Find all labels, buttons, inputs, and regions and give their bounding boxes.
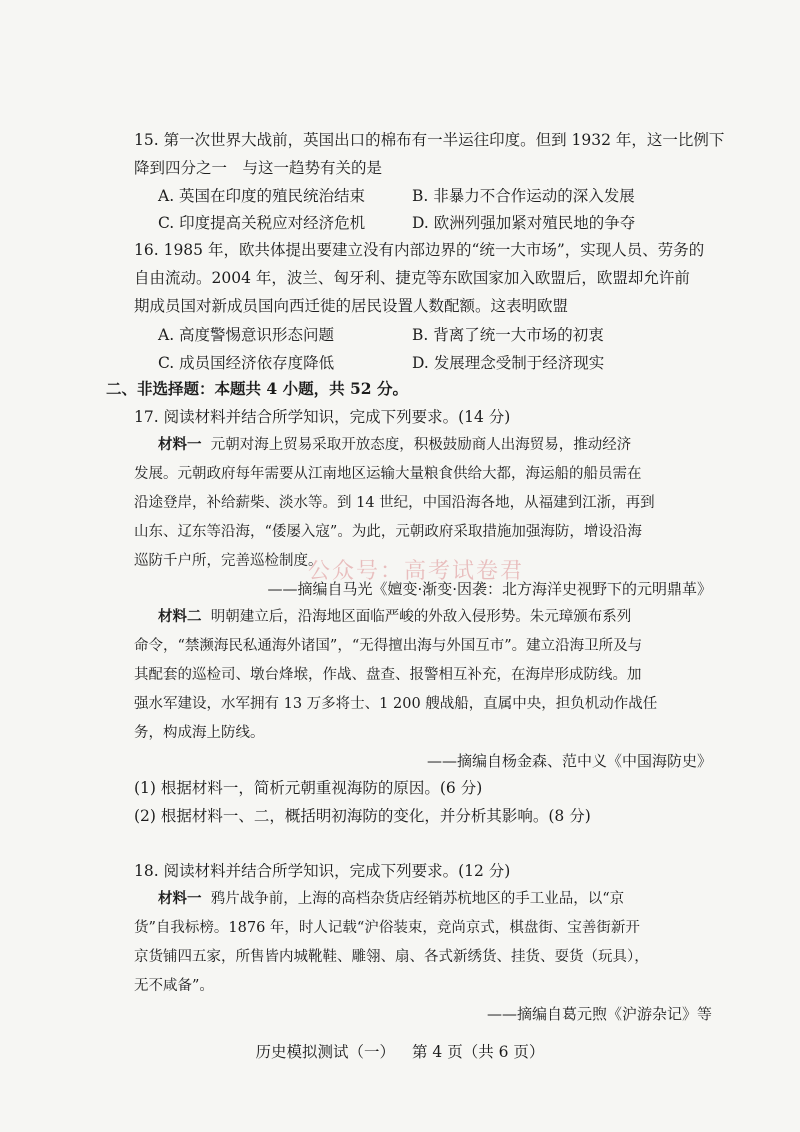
q18-material1-line2: 货”自我标榜。1876 年，时人记载“沪俗装束，竞尚京式，棋盘街、宝善街新开 bbox=[134, 920, 640, 936]
q17-material2-source: ——摘编自杨金森、范中义《中国海防史》 bbox=[426, 752, 712, 770]
q18-material1-source: ——摘编自葛元煦《沪游杂记》等 bbox=[486, 1005, 712, 1023]
q17-material2-line3: 其配套的巡检司、墩台烽堠，作战、盘查、报警相互补充，在海岸形成防线。加 bbox=[134, 667, 642, 683]
q16-stem-line3: 期成员国对新成员国向西迁徙的居民设置人数配额。这表明欧盟 bbox=[134, 297, 569, 315]
q15-option-b: B. 非暴力不合作运动的深入发展 bbox=[412, 187, 635, 205]
q16-option-b: B. 背离了统一大市场的初衷 bbox=[412, 326, 604, 344]
q17-material2-label: 材料二 bbox=[158, 608, 202, 625]
q15-stem-line1: 15. 第一次世界大战前，英国出口的棉布有一半运往印度。但到 1932 年，这一比例下 bbox=[134, 131, 725, 149]
q16-option-c: C. 成员国经济依存度降低 bbox=[158, 354, 335, 372]
page-footer bbox=[0, 1040, 800, 1062]
q15-option-c: C. 印度提高关税应对经济危机 bbox=[158, 214, 366, 232]
q16-stem-line2: 自由流动。2004 年，波兰、匈牙利、捷克等东欧国家加入欧盟后，欧盟却允许前 bbox=[134, 269, 690, 287]
q17-material2-text: 明朝建立后，沿海地区面临严峻的外敌入侵形势。朱元璋颁布系列 bbox=[210, 609, 632, 625]
q18-stem: 18. 阅读材料并结合所学知识，完成下列要求。(12 分) bbox=[134, 862, 511, 880]
watermark: 公众号：高考试卷君 bbox=[308, 559, 525, 584]
q17-material1-line2: 发展。元朝政府每年需要从江南地区运输大量粮食供给大都，海运船的船员需在 bbox=[134, 466, 642, 482]
q15-option-a: A. 英国在印度的殖民统治结束 bbox=[158, 187, 366, 205]
q17-material1-text: 元朝对海上贸易采取开放态度，积极鼓励商人出海贸易，推动经济 bbox=[210, 437, 632, 453]
q17-material1-line5: 巡防千户所，完善巡检制度。 bbox=[134, 553, 323, 569]
q17-material2-line1 bbox=[158, 606, 631, 628]
q18-material1-line4: 无不咸备”。 bbox=[134, 978, 214, 994]
footer-page-number: 第 4 页（共 6 页） bbox=[412, 1043, 545, 1061]
q17-material1-source: ——摘编自马光《嬗变·渐变·因袭：北方海洋史视野下的元明鼎革》 bbox=[267, 580, 712, 598]
q15-option-d: D. 欧洲列强加紧对殖民地的争夺 bbox=[412, 214, 636, 232]
q17-subquestion-1: (1) 根据材料一，简析元朝重视海防的原因。(6 分) bbox=[134, 779, 483, 797]
q17-material1-line3: 沿途登岸，补给薪柴、淡水等。到 14 世纪，中国沿海各地，从福建到江浙，再到 bbox=[134, 495, 655, 511]
q18-material1-text: 鸦片战争前，上海的高档杂货店经销苏杭地区的手工业品，以“京 bbox=[210, 891, 625, 907]
q17-material2-line2: 命令，“禁濒海民私通海外诸国”，“无得擅出海与外国互市”。建立沿海卫所及与 bbox=[134, 638, 643, 654]
q17-material1-line4: 山东、辽东等沿海，“倭屡入寇”。为此，元朝政府采取措施加强海防，增设沿海 bbox=[134, 524, 642, 540]
q17-subquestion-2: (2) 根据材料一、二，概括明初海防的变化，并分析其影响。(8 分) bbox=[134, 807, 591, 825]
q18-material1-line3: 京货铺四五家，所售皆内城靴鞋、雕翎、扇、各式新绣货、挂货、耍货（玩具）， bbox=[134, 949, 649, 965]
q16-stem-line1: 16. 1985 年，欧共体提出要建立没有内部边界的“统一大市场”，实现人员、劳务的 bbox=[134, 241, 705, 259]
q17-stem: 17. 阅读材料并结合所学知识，完成下列要求。(14 分) bbox=[134, 408, 511, 426]
section-heading: 二、非选择题：本题共 4 小题，共 52 分。 bbox=[106, 379, 408, 398]
footer-title: 历史模拟测试（一） bbox=[255, 1043, 396, 1061]
q16-option-a: A. 高度警惕意识形态问题 bbox=[158, 326, 335, 344]
q17-material2-line4: 强水军建设，水军拥有 13 万多将士、1 200 艘战船，直属中央，担负机动作战任 bbox=[134, 696, 658, 712]
q15-stem-line2: 降到四分之一 与这一趋势有关的是 bbox=[134, 159, 383, 177]
q16-option-d: D. 发展理念受制于经济现实 bbox=[412, 354, 605, 372]
q18-material1-label: 材料一 bbox=[158, 890, 202, 907]
q17-material1-line1 bbox=[158, 434, 631, 456]
q17-material2-line5: 务，构成海上防线。 bbox=[134, 725, 265, 741]
q18-material1-line1 bbox=[158, 888, 624, 910]
q17-material1-label: 材料一 bbox=[158, 436, 202, 453]
